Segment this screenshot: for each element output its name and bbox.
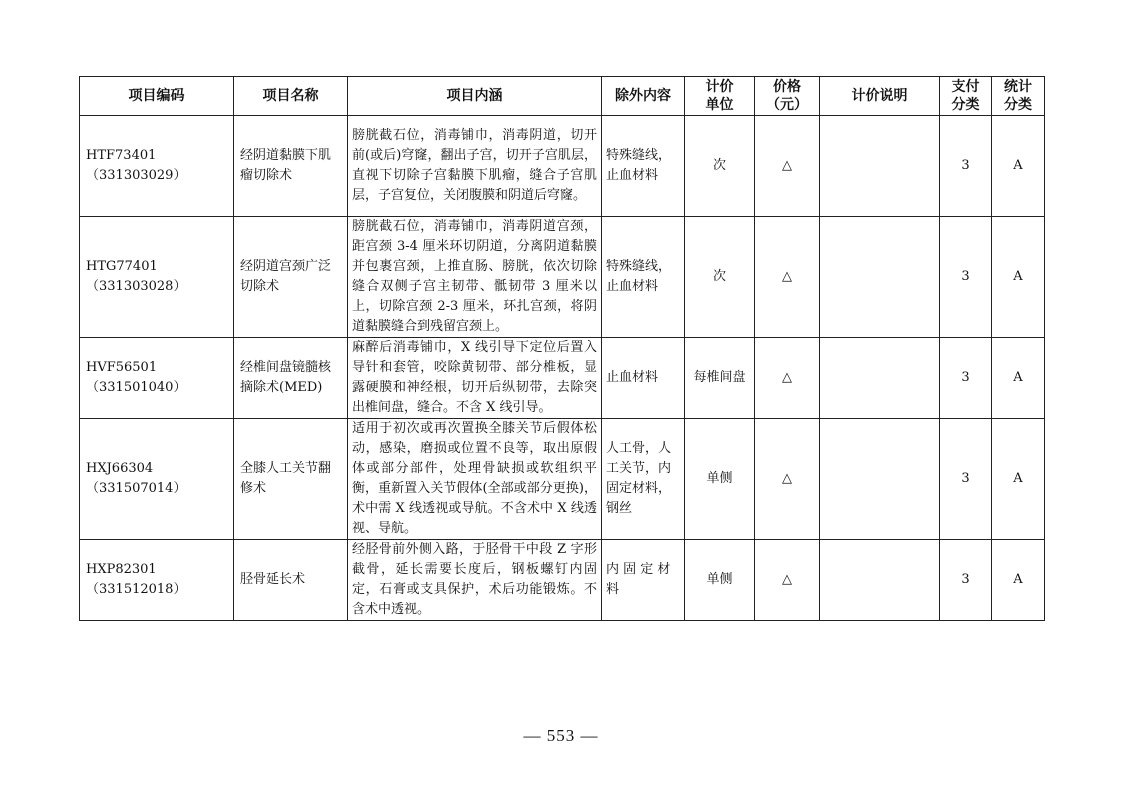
- cell-price: △: [755, 116, 820, 217]
- cell-name: 经阴道黏膜下肌瘤切除术: [234, 116, 348, 217]
- header-row: [80, 77, 1045, 116]
- table-row: [80, 338, 1045, 419]
- page-number: — 553 —: [523, 726, 599, 745]
- cell-name: 全膝人工关节翻修术: [234, 419, 348, 540]
- cell-stat: A: [992, 540, 1045, 621]
- header-note: 计价说明: [820, 77, 940, 116]
- header-stat: 统计 分类: [992, 77, 1045, 116]
- cell-stat: A: [992, 338, 1045, 419]
- cell-pay: 3: [940, 540, 992, 621]
- cell-pay: 3: [940, 116, 992, 217]
- table-row: [80, 419, 1045, 540]
- cell-code: HXP82301（331512018）: [80, 540, 234, 621]
- cell-name: 经阴道宫颈广泛切除术: [234, 217, 348, 338]
- cell-price: △: [755, 419, 820, 540]
- cell-stat: A: [992, 419, 1045, 540]
- header-content: 项目内涵: [348, 77, 602, 116]
- cell-exclude: 内 固 定 材 料: [602, 540, 685, 621]
- cell-note: [820, 217, 940, 338]
- cell-price: △: [755, 540, 820, 621]
- cell-unit: 次: [685, 116, 755, 217]
- cell-code: HTG77401（331303028）: [80, 217, 234, 338]
- cell-unit: 单侧: [685, 419, 755, 540]
- cell-note: [820, 116, 940, 217]
- cell-exclude: 止血材料: [602, 338, 685, 419]
- cell-content: 经胫骨前外侧入路，于胫骨干中段 Z 字形截骨，延长需要长度后，钢板螺钉内固定，石膏或支具保护，术后功能锻炼。不含术中透视。: [348, 540, 602, 621]
- cell-code: HVF56501（331501040）: [80, 338, 234, 419]
- cell-unit: 单侧: [685, 540, 755, 621]
- cell-stat: A: [992, 116, 1045, 217]
- cell-exclude: 特殊缝线，止血材料: [602, 116, 685, 217]
- header-unit: 计价 单位: [685, 77, 755, 116]
- cell-content: 膀胱截石位，消毒铺巾，消毒阴道宫颈，距宫颈 3-4 厘米环切阴道，分离阴道黏膜并包裹宫颈，上推直肠、膀胱，依次切除缝合双侧子宫主韧带、骶韧带 3 厘米以上，切除宫颈 2-3 厘米，环扎宫颈，将阴道黏膜缝合到残留宫颈上。: [348, 217, 602, 338]
- header-pay: 支付 分类: [940, 77, 992, 116]
- header-name: 项目名称: [234, 77, 348, 116]
- cell-content: 适用于初次或再次置换全膝关节后假体松动，感染，磨损或位置不良等，取出原假体或部分部件，处理骨缺损或软组织平衡，重新置入关节假体(全部或部分更换)，术中需 X 线透视或导航。不含术中 X 线透视、导航。: [348, 419, 602, 540]
- header-exclude: 除外内容: [602, 77, 685, 116]
- cell-exclude: 特殊缝线，止血材料: [602, 217, 685, 338]
- header-price: 价格 （元）: [755, 77, 820, 116]
- cell-content: 麻醉后消毒铺巾，X 线引导下定位后置入导针和套管，咬除黄韧带、部分椎板，显露硬膜和神经根，切开后纵韧带，去除突出椎间盘，缝合。不含 X 线引导。: [348, 338, 602, 419]
- cell-price: △: [755, 338, 820, 419]
- cell-content: 膀胱截石位，消毒铺巾，消毒阴道，切开前(或后)穹窿，翻出子宫，切开子宫肌层，直视下切除子宫黏膜下肌瘤，缝合子宫肌层，子宫复位，关闭腹膜和阴道后穹窿。: [348, 116, 602, 217]
- cell-note: [820, 338, 940, 419]
- cell-code: HXJ66304（331507014）: [80, 419, 234, 540]
- cell-name: 胫骨延长术: [234, 540, 348, 621]
- table-row: [80, 116, 1045, 217]
- header-code: 项目编码: [80, 77, 234, 116]
- table-row: [80, 540, 1045, 621]
- cell-note: [820, 419, 940, 540]
- cell-pay: 3: [940, 419, 992, 540]
- pricing-table: [79, 76, 1045, 621]
- cell-unit: 次: [685, 217, 755, 338]
- cell-name: 经椎间盘镜髓核摘除术(MED): [234, 338, 348, 419]
- cell-note: [820, 540, 940, 621]
- cell-unit: 每椎间盘: [685, 338, 755, 419]
- table-row: [80, 217, 1045, 338]
- cell-stat: A: [992, 217, 1045, 338]
- cell-code: HTF73401（331303029）: [80, 116, 234, 217]
- cell-price: △: [755, 217, 820, 338]
- cell-exclude: 人工骨，人工关节，内固定材料，钢丝: [602, 419, 685, 540]
- cell-pay: 3: [940, 338, 992, 419]
- cell-pay: 3: [940, 217, 992, 338]
